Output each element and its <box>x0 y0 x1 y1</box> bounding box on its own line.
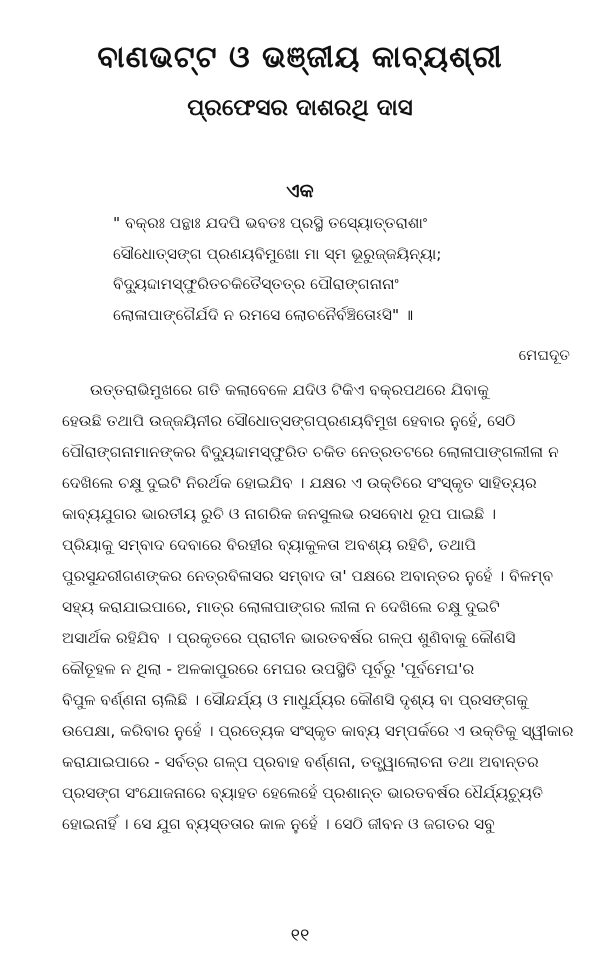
paragraph-line: ଉପେକ୍ଷା, କରିବାର ନୁହେଁ । ପ୍ରତ୍ୟେକ ସଂସ୍କୃତ କାବ୍ୟ ସମ୍ପର୍କରେ ଏ ଉକ୍ତିକୁ ସ୍ୱୀକାର <box>62 722 574 740</box>
paragraph-line: ପ୍ରସଙ୍ଗ ସଂଯୋଜନାରେ ବ୍ୟାହତ ହେଲେହେଁ ପ୍ରଶାନ୍ତ ଭାରତବର୍ଷର ଧୈର୍ଯ୍ୟଚ୍ୟୁତି <box>62 784 544 802</box>
verse-source: ମେଘଦୂତ <box>518 346 570 364</box>
paragraph-line: କରାଯାଇପାରେ - ସର୍ବତ୍ର ଗଳ୍ପ ପ୍ରବାହ ବର୍ଣ୍ଣନା, ତତ୍ତ୍ୱାଲୋଚନା ତଥା ଅବାନ୍ତର <box>62 753 539 771</box>
paragraph-line: ପୁରସୁନ୍ଦରୀଗଣଙ୍କର ନେତ୍ରବିଳାସର ସମ୍ବାଦ ତା' ପକ୍ଷରେ ଅବାନ୍ତର ନୁହେଁ । ବିଳମ୍ବ <box>62 567 554 585</box>
paragraph-line: ସହ୍ୟ କରାଯାଇପାରେ, ମାତ୍ର ଲୋଳାପାଙ୍ଗର ଲୀଳା ନ ଦେଖିଲେ ଚକ୍ଷୁ ଦୁଇଟି <box>62 598 500 616</box>
paragraph-line: କୌତୂହଳ ନ ଥିଲା - ଅଳକାପୁରରେ ମେଘର ଉପସ୍ଥିତି ପୂର୍ବରୁ 'ପୂର୍ବମେଘ'ର <box>62 660 475 678</box>
paragraph-line: ବିପୁଳ ବର୍ଣ୍ଣନା ଚାଲିଛି । ସୌନ୍ଦର୍ଯ୍ୟ ଓ ମାଧୁର୍ଯ୍ୟର କୌଣସି ଦୃଶ୍ୟ ବା ପ୍ରସଙ୍ଗକୁ <box>62 691 528 709</box>
paragraph-line: ଦେଖିଲେ ଚକ୍ଷୁ ଦୁଇଟି ନିରର୍ଥକ ହୋଇଯିବ । ଯକ୍ଷର ଏ ଉକ୍ତିରେ ସଂସ୍କୃତ ସାହିତ୍ୟର <box>62 474 537 492</box>
page-number: ୧୧ <box>290 925 310 946</box>
sanskrit-verse <box>113 208 583 330</box>
paragraph-line: କାବ୍ୟଯୁଗର ଭାରତୀୟ ରୁଚି ଓ ନାଗରିକ ଜନସୁଲଭ ରସବୋଧ ରୂପ ପାଇଛି । <box>62 505 497 523</box>
verse-line: ସୌଧୋତ୍ସଙ୍ଗ ପ୍ରଣୟବିମୁଖୋ ମା ସ୍ମ ଭୂରୁଜ୍ଜୟିନ୍ୟା; <box>113 244 442 263</box>
verse-line: ଲୋଳାପାଙ୍ଗୈର୍ଯଦି ନ ରମସେ ଲୋଚନୈର୍ବଞ୍ଚିତୋଽସି" ॥ <box>113 305 414 324</box>
section-heading: ଏକ <box>286 180 314 202</box>
paragraph-line: ପ୍ରିୟାକୁ ସମ୍ବାଦ ଦେବାରେ ବିରହୀର ବ୍ୟାକୁଳତା ଅବଶ୍ୟ ରହିଚି, ତଥାପି <box>62 536 477 554</box>
verse-line: " ବକ୍ରଃ ପନ୍ଥାଃ ଯଦପି ଭବତଃ ପ୍ରସ୍ଥି ତସ୍ୟୋତ୍ତରାଶାଂ <box>113 214 427 232</box>
paragraph-line: ହୋଇନାହିଁ । ସେ ଯୁଗ ବ୍ୟସ୍ତତାର କାଳ ନୁହେଁ । ସେଠି ଜୀବନ ଓ ଜଗତର ସବୁ <box>62 815 495 833</box>
chapter-title: ବାଣଭଟ୍ଟ ଓ ଭଞ୍ଜୀୟ କାବ୍ୟଶ୍ରୀ <box>97 40 503 75</box>
paragraph-line: ପୌରାଙ୍ଗନାମାନଙ୍କର ବିଦ୍ୟୁଦ୍ଦାମସ୍ଫୁରିତ ଚକିତ ନେତ୍ରତଟରେ ଲୋଳାପାଙ୍ଗଲୀଳା ନ <box>62 443 559 461</box>
verse-line: ବିଦ୍ୟୁଦ୍ଦାମସ୍ଫୁରିତଚକିତୈସ୍ତତ୍ର ପୌରାଙ୍ଗନାନାଂ <box>113 275 399 293</box>
paragraph-line: ହେଉଛି ତଥାପି ଉଜ୍ଜୟିନୀର ସୌଧୋତ୍ସଙ୍ଗପ୍ରଣୟବିମୁଖ ହେବାର ନୁହେଁ, ସେଠି <box>62 412 516 430</box>
paragraph-line: ଅସାର୍ଥକ ରହିଯିବ । ପ୍ରକୃତରେ ପ୍ରାଚୀନ ଭାରତବର୍ଷର ଗଳ୍ପ ଶୁଣିବାକୁ କୌଣସି <box>62 629 516 647</box>
author-name: ପ୍ରଫେସର ଦାଶରଥି ଦାସ <box>187 95 413 121</box>
body-paragraph <box>62 375 582 840</box>
paragraph-line: ଉତ୍ତରାଭିମୁଖରେ ଗତି କଲାବେଳେ ଯଦିଓ ଟିକିଏ ବକ୍ରପଥରେ ଯିବାକୁ <box>90 381 489 399</box>
